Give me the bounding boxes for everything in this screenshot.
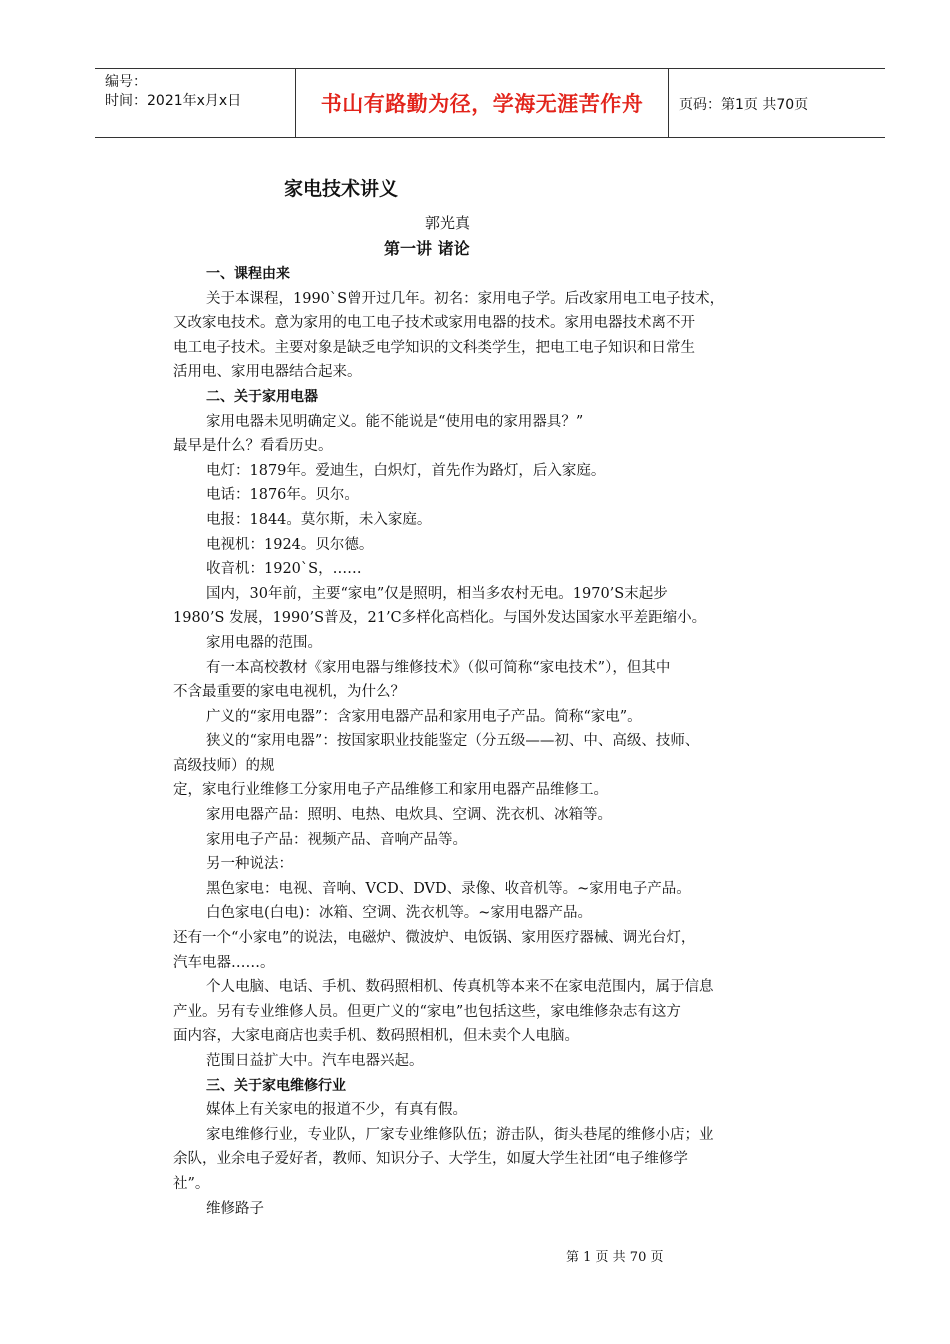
body-text-line: 家用电子产品：视频产品、音响产品等。	[206, 831, 467, 848]
body-text-line: 电视机：1924。贝尔德。	[206, 536, 374, 553]
body-text-line: 媒体上有关家电的报道不少，有真有假。	[206, 1102, 467, 1119]
body-text-line: 国内，30年前，主要“家电”仅是照明，相当多农村无电。1970’S末起步	[206, 585, 668, 602]
body-text-line: 又改家电技术。意为家用的电工电子技术或家用电器的技术。家用电器技术离不开	[173, 315, 695, 332]
body-text-line: 活用电、家用电器结合起来。	[173, 364, 362, 381]
body-text-line: 不含最重要的家电电视机，为什么？	[173, 684, 405, 701]
document-body	[173, 262, 813, 1221]
body-text-line: 维修路子	[206, 1200, 264, 1217]
body-text-line: 范围日益扩大中。汽车电器兴起。	[206, 1053, 424, 1069]
body-text-line: 电工电子技术。主要对象是缺乏电学知识的文科类学生，把电工电子知识和日常生	[173, 339, 695, 356]
body-text-line: 1980’S 发展，1990’S普及，21’C多样化高档化。与国外发达国家水平差距缩小。	[173, 610, 707, 627]
body-text-line: 汽车电器……。	[173, 954, 275, 971]
body-text-line: 另一种说法：	[206, 856, 293, 873]
body-text-line: 电灯：1879年。爱迪生，白炽灯，首先作为路灯，后入家庭。	[206, 462, 606, 479]
lecture-heading: 第一讲 诸论	[384, 239, 470, 258]
section-heading: 二、关于家用电器	[206, 388, 318, 405]
body-text-line: 白色家电(白电)：冰箱、空调、洗衣机等。~家用电器产品。	[206, 905, 592, 922]
section-heading: 一、课程由来	[206, 266, 290, 282]
body-text-line: 广义的“家用电器”：含家用电器产品和家用电子产品。简称“家电”。	[206, 708, 642, 725]
body-text-line: 家用电器未见明确定义。能不能说是“使用电的家用器具？”	[206, 413, 584, 430]
document-author: 郭光真	[425, 214, 471, 232]
body-text-line: 家电维修行业，专业队，厂家专业维修队伍；游击队，街头巷尾的维修小店；业	[206, 1126, 714, 1143]
body-text-line: 最早是什么？看看历史。	[173, 438, 333, 455]
body-text-line: 还有一个“小家电”的说法，电磁炉、微波炉、电饭锅、家用医疗器械、调光台灯，	[173, 930, 696, 947]
number-label: 编号：	[105, 74, 147, 90]
body-text-line: 产业。另有专业维修人员。但更广义的“家电”也包括这些，家电维修杂志有这方	[173, 1003, 681, 1020]
body-text-line: 黑色家电：电视、音响、VCD、DVD、录像、收音机等。~家用电子产品。	[206, 880, 691, 897]
body-text-line: 余队，业余电子爱好者，教师、知识分子、大学生，如厦大学生社团“电子维修学	[173, 1151, 688, 1168]
body-text-line: 关于本课程，1990`S曾开过几年。初名：家用电子学。后改家用电工电子技术，	[206, 290, 725, 307]
time-label: 时间：2021年x月x日	[105, 93, 242, 109]
body-text-line: 社”。	[173, 1175, 210, 1192]
body-text-line: 电话：1876年。贝尔。	[206, 487, 359, 504]
body-text-line: 家用电器的范围。	[206, 634, 322, 651]
body-text-line: 高级技师）的规	[173, 757, 275, 774]
page-footer: 第 1 页 共 70 页	[566, 1250, 664, 1265]
body-text-line: 定，家电行业维修工分家用电子产品维修工和家用电器产品维修工。	[173, 782, 608, 799]
document-title: 家电技术讲义	[284, 178, 399, 200]
header-meta	[105, 73, 241, 111]
body-text-line: 面内容，大家电商店也卖手机、数码照相机，但未卖个人电脑。	[173, 1028, 579, 1045]
header-motto: 书山有路勤为径，学海无涯苦作舟	[320, 92, 644, 116]
body-text-line: 个人电脑、电话、手机、数码照相机、传真机等本来不在家电范围内，属于信息	[206, 979, 714, 996]
section-heading: 三、关于家电维修行业	[206, 1077, 346, 1094]
body-text-line: 狭义的“家用电器”：按国家职业技能鉴定（分五级——初、中、高级、技师、	[206, 733, 700, 750]
header-page-label: 页码：第1页 共70页	[679, 97, 809, 113]
body-text-line: 家用电器产品：照明、电热、电炊具、空调、洗衣机、冰箱等。	[206, 807, 612, 824]
body-text-line: 有一本高校教材《家用电器与维修技术》（似可简称“家电技术”），但其中	[206, 659, 671, 676]
page-header	[95, 68, 885, 138]
header-divider	[668, 69, 669, 137]
body-text-line: 电报：1844。莫尔斯，未入家庭。	[206, 511, 432, 528]
body-text-line: 收音机：1920`S，……	[206, 561, 362, 578]
